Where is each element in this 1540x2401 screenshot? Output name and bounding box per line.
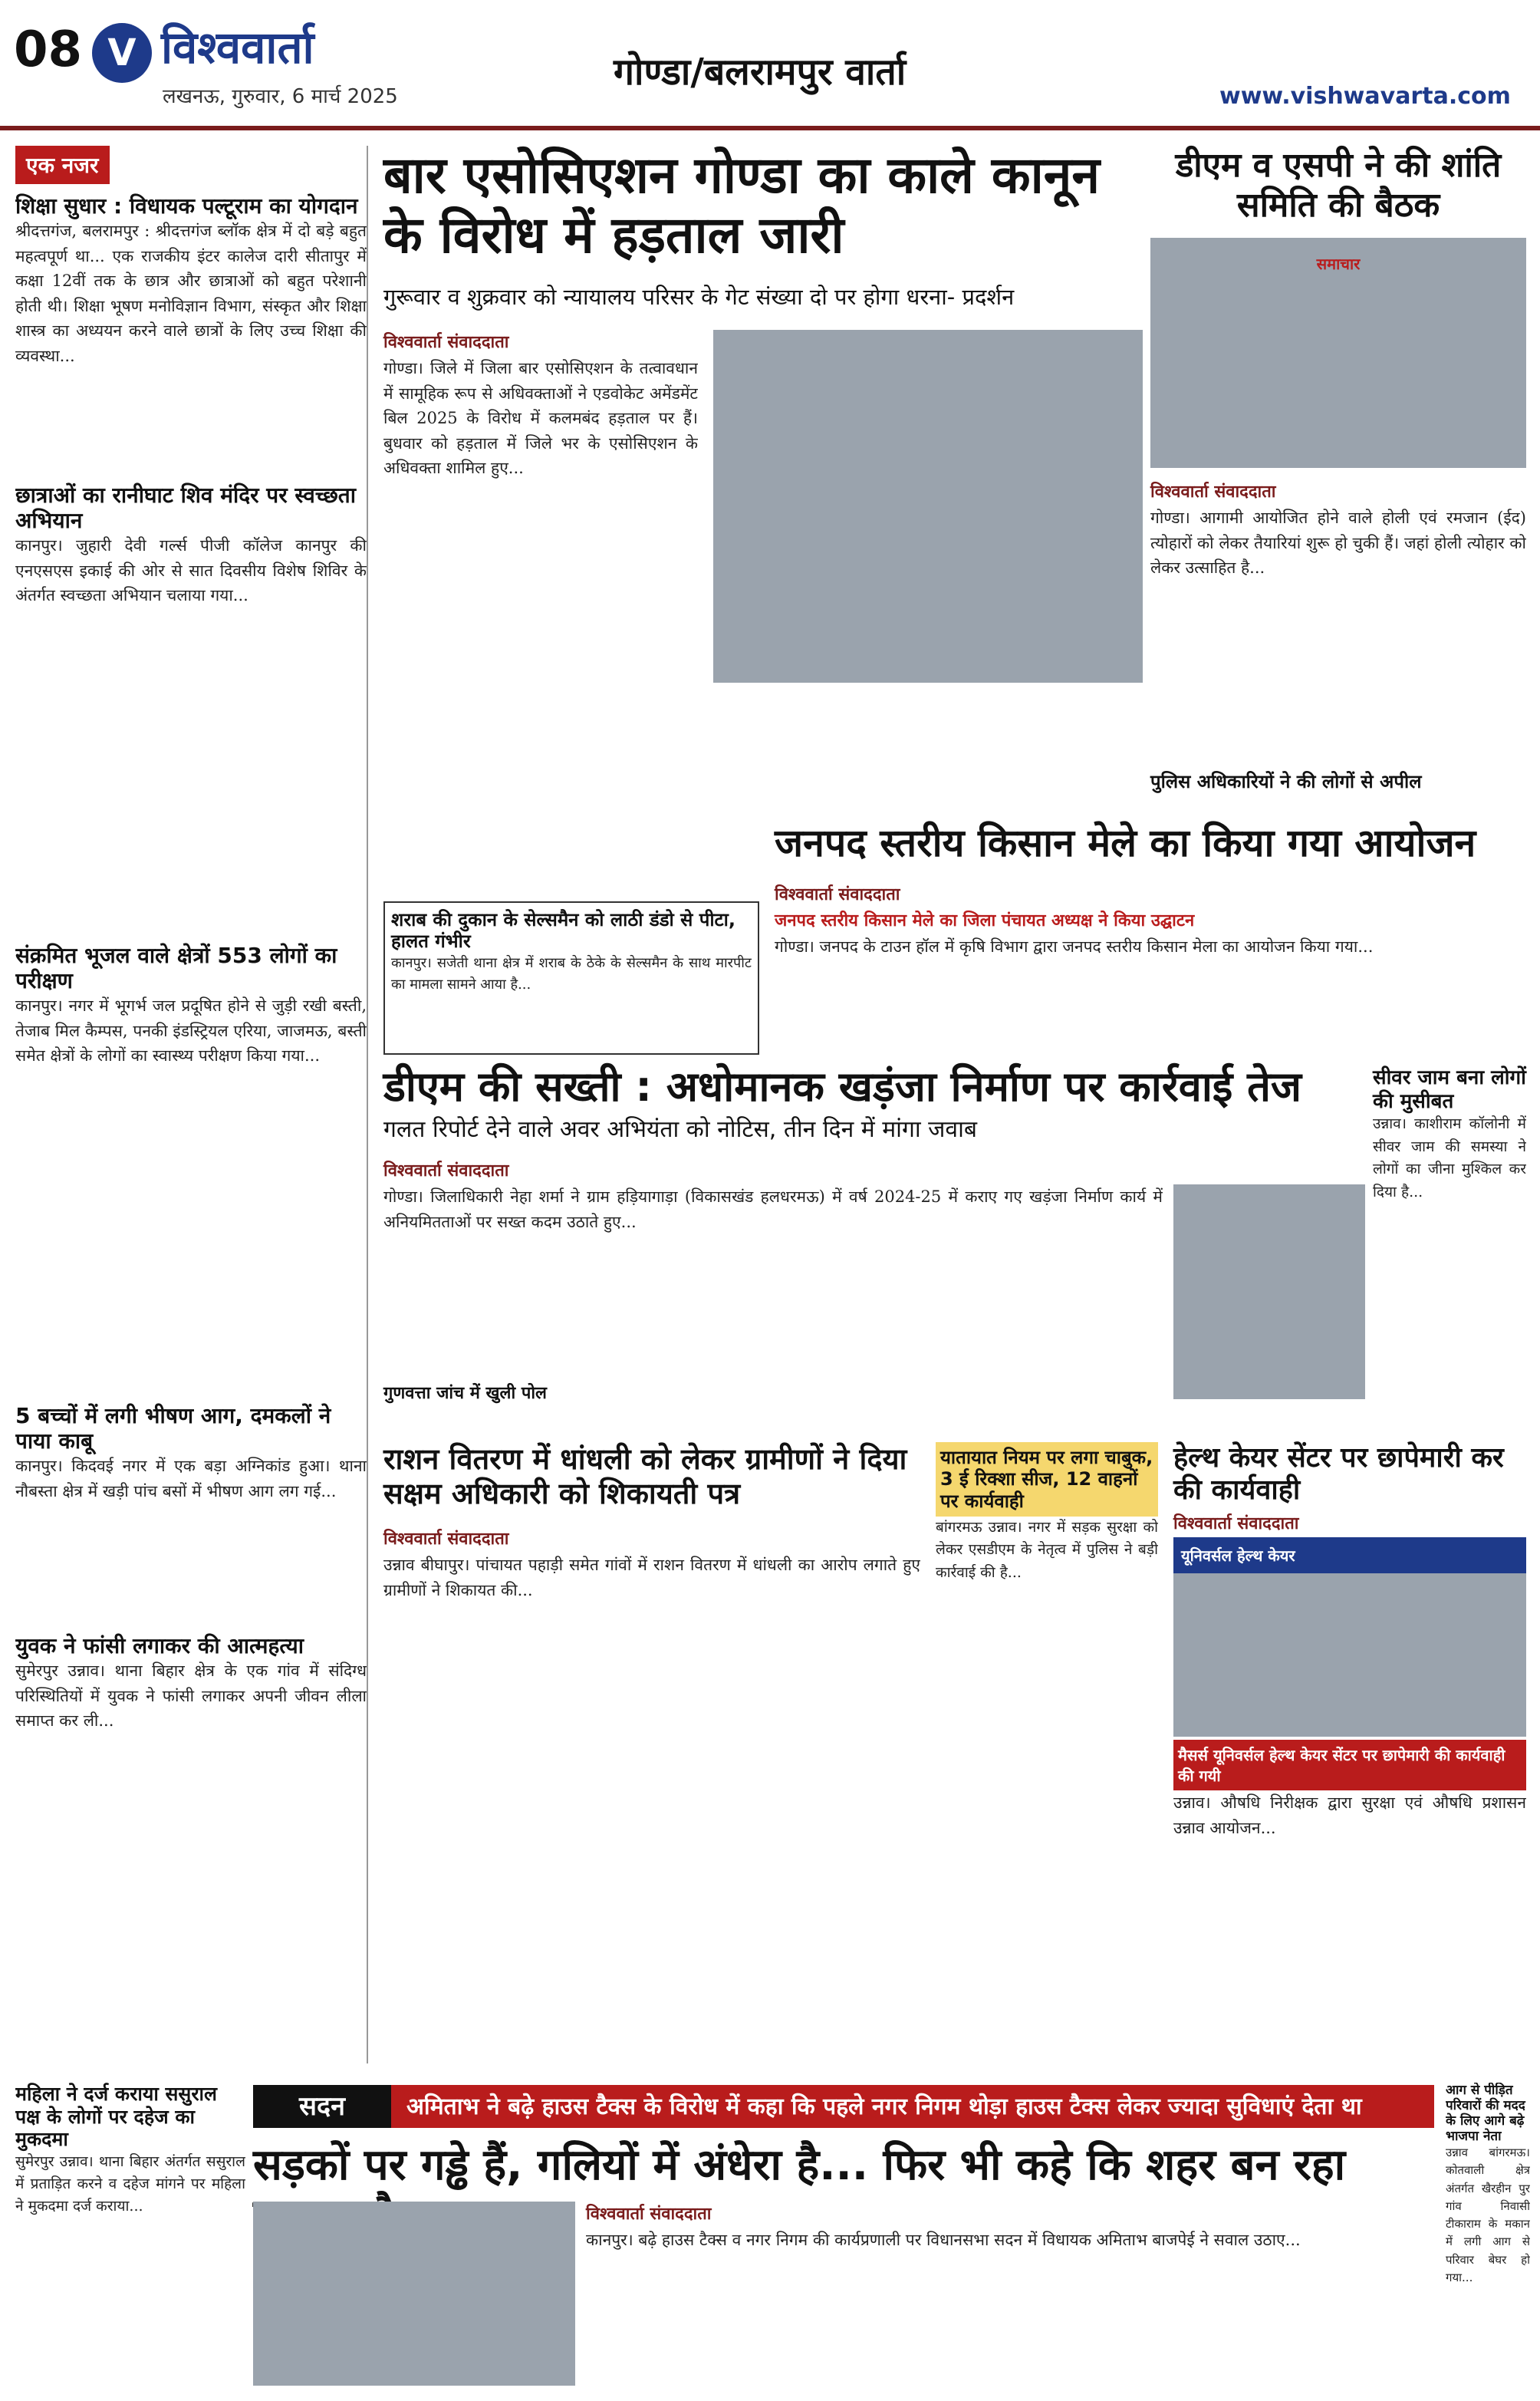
kisan-body: गोण्डा। जनपद के टाउन हॉल में कृषि विभाग द्वारा जनपद स्तरीय किसान मेला का आयोजन किया गया...	[775, 937, 1374, 956]
roads-headline: सड़कों पर गड्ढे हैं, गलियों में अंधेरा है... फिर भी कहे कि शहर बन रहा	[253, 2140, 1346, 2190]
traffic-headline: यातायात नियम पर लगा चाबुक, 3 ई रिक्शा सीज, 12 वाहनों पर कार्यवाही	[936, 1442, 1158, 1517]
dm-body: गोण्डा। जिलाधिकारी नेहा शर्मा ने ग्राम हड़ियागाड़ा (विकासखंड हलधरमऊ) में वर्ष 2024-25 में कराए गए खड़ंजा निर्माण कार्य में अनियमितताओं पर सख्त कदम उठाते हुए...	[383, 1187, 1163, 1231]
sadan-banner	[253, 2085, 1434, 2128]
traffic-story	[936, 1442, 1158, 1992]
brand-logo-icon: V	[92, 23, 152, 83]
website-link[interactable]: www.vishwavarta.com	[1219, 83, 1511, 110]
liquor-headline: शराब की दुकान के सेल्समैन को लाठी डंडो से पीटा, हालत गंभीर	[391, 909, 735, 953]
health-headline: हेल्थ केयर सेंटर पर छापेमारी कर की कार्यवाही	[1173, 1442, 1504, 1507]
dowry-headline: महिला ने दर्ज कराया ससुराल पक्ष के लोगों पर दहेज का मुकदमा	[15, 2083, 217, 2150]
dm-headline: डीएम की सख्ती : अधोमानक खड़ंजा निर्माण पर कार्रवाई तेज	[383, 1062, 1301, 1111]
lead-photo	[713, 330, 1143, 683]
ration-body: उन्नाव बीघापुर। पांचायत पहाड़ी समेत गांवों में राशन वितरण में धांधली का आरोप लगाते हुए ग्रामीणों ने शिकायत की...	[383, 1556, 920, 1599]
dateline: लखनऊ, गुरुवार, 6 मार्च 2025	[163, 85, 398, 108]
ration-headline: राशन वितरण में धांधली को लेकर ग्रामीणों ने दिया सक्षम अधिकारी को शिकायती पत्र	[383, 1442, 907, 1510]
liquor-body: कानपुर। सजेती थाना क्षेत्र में शराब के ठेके के सेल्समैन के साथ मारपीट का मामला सामने आया है...	[391, 954, 752, 993]
left-story-title: शिक्षा सुधार : विधायक पल्टूराम का योगदान	[15, 193, 358, 219]
dm-photo	[1173, 1184, 1365, 1399]
left-story	[15, 193, 367, 472]
dowry-body: सुमेरपुर उन्नाव। थाना बिहार अंतर्गत ससुराल में प्रताड़ित करने व दहेज मांगने पर महिला ने मुकदमा दर्ज कराया...	[15, 2152, 245, 2215]
section-title: गोण्डा/बलरामपुर वार्ता	[614, 51, 907, 94]
sewer-headline: सीवर जाम बना लोगों की मुसीबत	[1373, 1066, 1526, 1113]
side-photo	[1150, 238, 1526, 468]
left-story-title: 5 बच्चों में लगी भीषण आग, दमकलों ने पाया काबू	[15, 1403, 331, 1454]
roads-byline: विश्ववार्ता संवाददाता	[586, 2205, 712, 2224]
health-text	[1173, 1511, 1526, 1990]
left-story-body: श्रीदत्तगंज, बलरामपुर : श्रीदत्तगंज ब्लॉक क्षेत्र में दो बड़े बहुत महत्वपूर्ण था... एक राजकीय इंटर कालेज दारी सीतापुर में कक्षा 12वीं तक के छात्र और छात्राओं को बहुत परेशानी होती थी। शिक्षा भूषण मनोविज्ञान विभाग, संस्कृत और शिक्षा शास्त्र का अध्ययन करने वाले छात्रों के लिए उच्च शिक्षा की व्यवस्था...	[15, 222, 367, 365]
fire-help-headline: आग से पीड़ित परिवारों की मदद के लिए आगे बढ़े भाजपा नेता	[1446, 2083, 1525, 2145]
sadan-tag: सदन	[253, 2085, 391, 2128]
masthead	[0, 0, 1540, 130]
health-byline: विश्ववार्ता संवाददाता	[1173, 1514, 1299, 1533]
left-story	[15, 1633, 367, 1889]
lead-subhead: गुरूवार व शुक्रवार को न्यायालय परिसर के गेट संख्या दो पर होगा धरना- प्रदर्शन	[383, 284, 1015, 310]
dowry-story	[15, 2083, 245, 2389]
left-story	[15, 1403, 367, 1622]
left-story-body: कानपुर। जुहारी देवी गर्ल्स पीजी कॉलेज कानपुर की एनएसएस इकाई की ओर से सात दिवसीय विशेष शिविर के अंतर्गत स्वच्छता अभियान चलाया गया...	[15, 536, 367, 605]
lead-text	[383, 330, 698, 924]
lead-headline: बार एसोसिएशन गोण्डा का काले कानून के विरोध में हड़ताल जारी	[383, 146, 1100, 265]
ek-nazar-kicker: एक नजर	[15, 146, 110, 184]
liquor-story	[383, 901, 759, 1055]
left-story-body: कानपुर। नगर में भूगर्भ जल प्रदूषित होने से जुड़ी रखी बस्ती, तेजाब मिल कैम्पस, पनकी इंडस्ट्रियल एरिया, जाजमऊ, बस्ती समेत क्षेत्रों के लोगों का स्वास्थ्य परीक्षण किया गया...	[15, 996, 367, 1065]
lead-body: गोण्डा। जिले में जिला बार एसोसिएशन के तत्वावधान में सामूहिक रूप से अधिवक्ताओं ने एडवोकेट अमेंडमेंट बिल 2025 के विरोध में कलमबंद हड़ताल पर हैं। बुधवार को हड़ताल में जिले भर के एसोसिएशन के अधिवक्ता शामिल हुए...	[383, 359, 698, 478]
roads-body: कानपुर। बढ़े हाउस टैक्स व नगर निगम की कार्यप्रणाली पर विधानसभा सदन में विधायक अमिताभ बाजपेई ने सवाल उठाए...	[586, 2231, 1301, 2249]
sadan-text: अमिताभ ने बढ़े हाउस टैक्स के विरोध में कहा कि पहले नगर निगम थोड़ा हाउस टैक्स लेकर ज्यादा सुविधाएं देता था	[406, 2093, 1362, 2120]
fire-help-body: उन्नाव बांगरमऊ। कोतवाली क्षेत्र अंतर्गत खैरहीन पुर गांव निवासी टीकाराम के मकान में लगी आग से परिवार बेघर हो गया...	[1446, 2146, 1530, 2284]
health-photo	[1173, 1537, 1526, 1737]
health-photo-sign: यूनिवर्सल हेल्थ केयर	[1173, 1537, 1526, 1573]
fire-help-story	[1446, 2083, 1530, 2389]
health-body: उन्नाव। औषधि निरीक्षक द्वारा सुरक्षा एवं औषधि प्रशासन उन्नाव आयोजन...	[1173, 1793, 1526, 1837]
brand-name: विश्ववार्ता	[161, 21, 314, 74]
health-photo-caption: मैसर्स यूनिवर्सल हेल्थ केयर सेंटर पर छापेमारी की कार्यवाही की गयी	[1173, 1740, 1526, 1790]
side-subhead: पुलिस अधिकारियों ने की लोगों से अपील	[1150, 771, 1422, 792]
side-body: गोण्डा। आगामी आयोजित होने वाले होली एवं रमजान (ईद) त्योहारों को लेकर तैयारियां शुरू हो चुकी हैं। जहां होली त्योहार को लेकर उत्साहित है...	[1150, 509, 1526, 578]
ration-byline: विश्ववार्ता संवाददाता	[383, 1530, 509, 1549]
roads-text	[253, 2202, 1434, 2393]
side-text	[1150, 479, 1526, 792]
traffic-body: बांगरमऊ उन्नाव। नगर में सड़क सुरक्षा को लेकर एसडीएम के नेतृत्व में पुलिस ने बड़ी कार्रवाई की है...	[936, 1518, 1158, 1581]
dm-text	[383, 1158, 1365, 1407]
side-headline: डीएम व एसपी ने की शांति समिति की बैठक	[1175, 146, 1502, 225]
left-story	[15, 943, 367, 1392]
kisan-byline: विश्ववार्ता संवाददाता	[775, 885, 900, 904]
ration-text	[383, 1527, 920, 2028]
left-story-title: युवक ने फांसी लगाकर की आत्महत्या	[15, 1633, 304, 1659]
left-story-title: संक्रमित भूजल वाले क्षेत्रों 553 लोगों का परीक्षण	[15, 943, 337, 994]
roads-photo	[253, 2202, 575, 2386]
left-story-body: सुमेरपुर उन्नाव। थाना बिहार क्षेत्र के एक गांव में संदिग्ध परिस्थितियों में युवक ने फांसी लगाकर अपनी जीवन लीला समाप्त कर ली...	[15, 1662, 367, 1731]
lead-byline: विश्ववार्ता संवाददाता	[383, 333, 509, 352]
left-story-title: छात्राओं का रानीघाट शिव मंदिर पर स्वच्छता अभियान	[15, 483, 356, 534]
kisan-highlight: जनपद स्तरीय किसान मेले का जिला पंचायत अध्यक्ष ने किया उद्घाटन	[775, 911, 1195, 930]
left-story	[15, 483, 367, 932]
dm-byline: विश्ववार्ता संवाददाता	[383, 1161, 509, 1181]
left-story-body: कानपुर। किदवई नगर में एक बड़ा अग्निकांड हुआ। थाना नौबस्ता क्षेत्र में खड़ी पांच बसों में भीषण आग लग गई...	[15, 1457, 367, 1500]
left-column	[15, 146, 368, 2063]
page-number: 08	[14, 21, 83, 78]
dm-photo-caption: गुणवत्ता जांच में खुली पोल	[383, 1384, 547, 1403]
sewer-body: उन्नाव। काशीराम कॉलोनी में सीवर जाम की समस्या ने लोगों का जीना मुश्किल कर दिया है...	[1373, 1115, 1526, 1200]
side-byline: विश्ववार्ता संवाददाता	[1150, 483, 1276, 502]
kisan-text	[775, 882, 1526, 1049]
kisan-headline: जनपद स्तरीय किसान मेले का किया गया आयोजन	[775, 821, 1476, 865]
dm-subhead: गलत रिपोर्ट देने वाले अवर अभियंता को नोटिस, तीन दिन में मांगा जवाब	[383, 1116, 977, 1143]
side-photo-banner: समाचार	[1316, 255, 1361, 273]
